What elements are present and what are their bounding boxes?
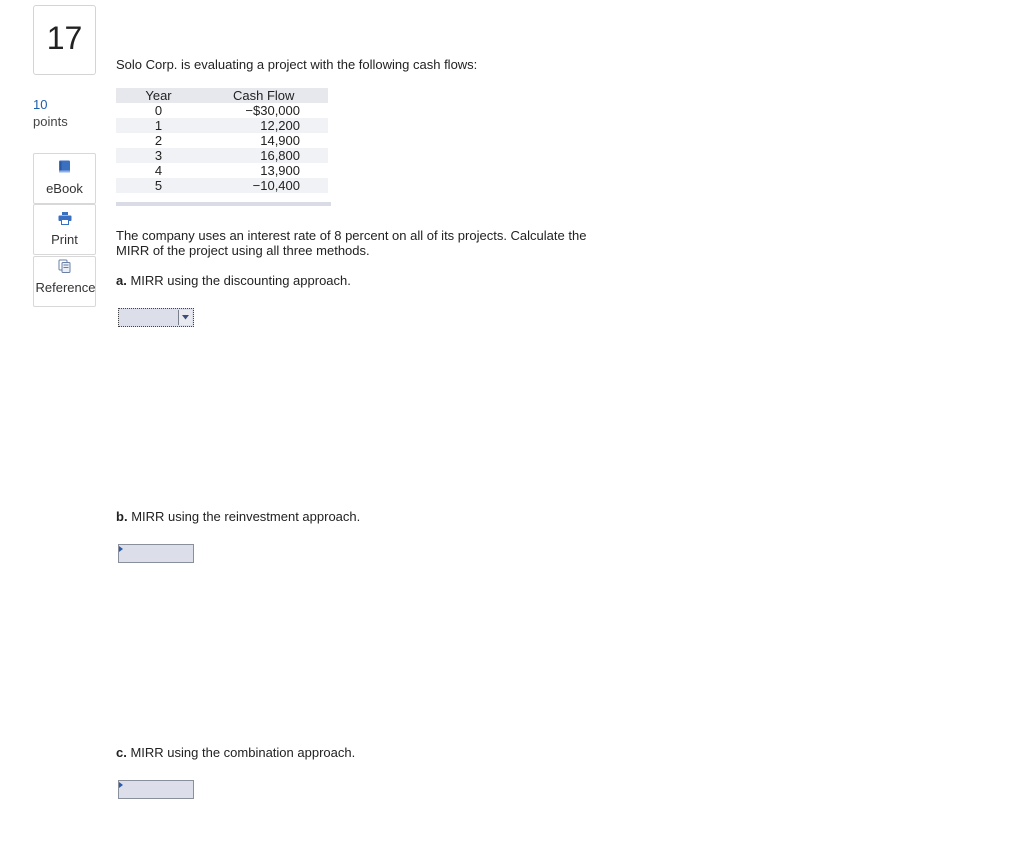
print-label: Print [51,232,78,247]
cash-flow-cell: 16,800 [201,148,328,163]
cash-flow-cell: −$30,000 [245,103,300,118]
table-row [116,178,328,193]
year-cell: 1 [116,118,201,133]
table-bottom-rule [116,202,331,206]
printer-icon [58,212,72,228]
table-row [116,133,328,148]
part-c-answer-input[interactable] [118,780,194,799]
reference-icon [58,259,71,276]
ebook-button[interactable] [33,153,96,204]
table-row [116,103,328,118]
part-a-text: MIRR using the discounting approach. [130,273,351,288]
part-c-prompt [116,745,355,760]
reference-label: Reference [35,280,96,295]
input-marker-icon [119,546,123,552]
part-c-text: MIRR using the combination approach. [130,745,356,760]
column-header-cash-flow: Cash Flow [201,88,328,103]
table-row [116,163,328,178]
part-c-letter: c. [116,745,127,760]
question-paragraph: The company uses an interest rate of 8 percent on all of its projects. Calculate the MIRR of the project using all three methods. [116,228,587,258]
points-value: 10 [33,97,48,112]
part-b-text: MIRR using the reinvestment approach. [131,509,361,524]
book-icon [58,160,71,177]
points-label: points [33,114,68,129]
cash-flow-cell: 12,200 [201,118,328,133]
question-intro: Solo Corp. is evaluating a project with the following cash flows: [116,57,478,72]
year-cell: 0 [154,103,163,118]
cash-flow-cell: 13,900 [260,163,300,178]
year-cell: 4 [154,163,163,178]
input-marker-icon [119,782,123,788]
chevron-down-icon[interactable] [178,310,192,325]
cash-flow-cell: 14,900 [260,133,300,148]
part-b-answer-input[interactable] [118,544,194,563]
year-cell: 5 [116,178,201,193]
print-button[interactable] [33,204,96,255]
year-cell: 3 [116,148,201,163]
year-cell: 2 [154,133,163,148]
table-header-row [116,88,328,103]
part-b-letter: b. [116,509,128,524]
column-header-year: Year [116,88,201,103]
cash-flow-cell: −10,400 [201,178,328,193]
part-a-letter: a. [116,273,127,288]
points-block [33,96,68,130]
table-row [116,118,328,133]
part-a-prompt [116,273,351,288]
cash-flow-table [116,88,328,193]
question-number: 17 [33,5,96,75]
part-b-prompt [116,509,360,524]
ebook-label: eBook [46,181,83,196]
table-row [116,148,328,163]
reference-button[interactable] [33,256,96,307]
part-a-answer-dropdown[interactable] [118,308,194,327]
